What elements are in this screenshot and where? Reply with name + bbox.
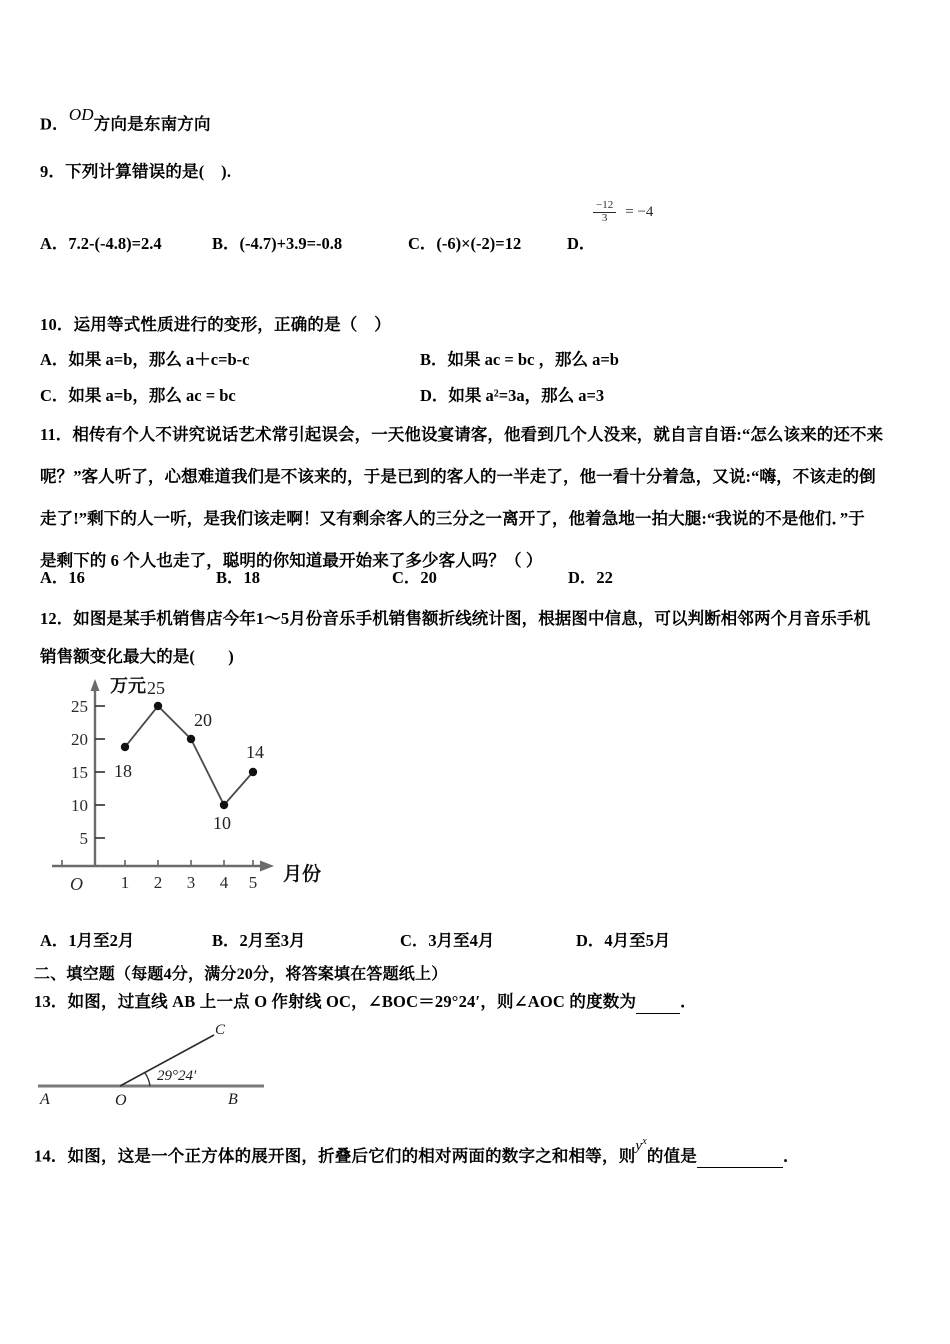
option-text: 18 [243, 568, 261, 587]
option-text: 如果 a=b，那么 a＋c=b-c [68, 350, 250, 369]
question-9-option-b [212, 230, 342, 254]
option-label: A． [40, 350, 69, 369]
option-label: D． [568, 568, 597, 587]
answer-blank-14[interactable] [697, 1153, 783, 1168]
point-label-b: B [228, 1091, 238, 1108]
x-axis-arrow [260, 861, 274, 872]
option-label: C． [40, 386, 69, 405]
question-9-stem: 9．下列计算错误的是( ). [40, 162, 232, 181]
option-text: 4月至5月 [604, 931, 671, 950]
option-label: A． [40, 234, 69, 253]
option-text: 16 [68, 568, 85, 587]
question-11-option-b [216, 564, 260, 588]
question-14-stem [34, 1136, 800, 1168]
option-label: D． [40, 114, 69, 134]
option-text: 2月至3月 [239, 931, 306, 950]
y-tick-label-25: 25 [71, 697, 88, 716]
option-text: 22 [596, 568, 613, 587]
x-exponent: x [642, 1136, 647, 1147]
option-text: 如果 ac = bc ，那么 a=b [447, 350, 619, 369]
origin-label: O [70, 874, 83, 894]
question-11-stem [40, 414, 920, 582]
angle-diagram [32, 1022, 292, 1112]
y-tick-label-20: 20 [71, 730, 88, 749]
y-axis-title: 万元 [110, 676, 146, 697]
question-9-option-c [408, 230, 521, 254]
answer-blank-13[interactable] [636, 999, 680, 1014]
question-11-line-4: 是剩下的 6 个人也走了，聪明的你知道最开始来了多少客人吗？（ ） [40, 551, 543, 570]
question-12-line-2: 销售额变化最大的是( ) [40, 647, 234, 666]
angle-arc [145, 1073, 150, 1086]
option-label: C． [400, 931, 429, 950]
y-tick-label-15: 15 [71, 763, 88, 782]
fraction [593, 200, 616, 224]
y-axis-ticks [95, 706, 105, 838]
angle-diagram-svg [32, 1022, 292, 1112]
line-chart-svg [40, 666, 360, 916]
question-12-option-d [576, 927, 670, 951]
fraction-numerator: −12 [593, 200, 616, 213]
od-symbol: OD [68, 105, 94, 124]
question-11-line-1: 11．相传有个人不讲究说话艺术常引起误会，一天他设宴请客，他看到几个人没来，就自言自语:“怎么该来的还不来 [40, 425, 884, 444]
x-tick-label-2: 2 [153, 873, 163, 892]
question-11-option-c [392, 564, 437, 588]
y-axis-arrow [91, 679, 100, 691]
question-9-option-a [40, 230, 162, 254]
question-12-option-a [40, 927, 134, 951]
x-tick-label-5: 5 [248, 873, 258, 892]
option-text: 如果 a²=3a，那么 a=3 [448, 386, 605, 405]
option-text: 20 [420, 568, 437, 587]
question-13-stem [34, 990, 697, 1014]
data-point-4 [220, 801, 228, 809]
question-11-line-2: 呢？”客人听了，心想难道我们是不该来的，于是已到的客人的一半走了，他一看十分着急，又说:“嗨，不该走的倒 [40, 467, 876, 486]
x-tick-label-1: 1 [120, 873, 130, 892]
question-10-stem: 10．运用等式性质进行的变形，正确的是（ ） [40, 315, 391, 334]
option-label: B． [216, 568, 244, 587]
x-tick-label-4: 4 [219, 873, 229, 892]
line-chart-sales [40, 666, 360, 916]
data-label-4: 10 [213, 813, 231, 833]
angle-value-label: 29°24′ [157, 1068, 197, 1084]
option-label: A． [40, 931, 69, 950]
data-label-2: 25 [147, 678, 165, 698]
option-text: (-4.7)+3.9=-0.8 [239, 234, 343, 253]
fraction-denominator: 3 [601, 211, 608, 224]
question-12-line-1: 12．如图是某手机销售店今年1～5月份音乐手机销售额折线统计图，根据图中信息，可以判断相邻两个月音乐手机 [40, 609, 871, 628]
question-13-text-end: ． [680, 992, 697, 1011]
question-9-option-d [567, 230, 595, 254]
option-label: D． [576, 931, 605, 950]
option-label: A． [40, 568, 69, 587]
question-10-options [40, 346, 920, 406]
data-label-5: 14 [246, 742, 264, 762]
data-markers [121, 702, 257, 809]
option-label: D． [567, 234, 596, 253]
x-tick-labels [121, 873, 258, 892]
data-point-3 [187, 735, 195, 743]
option-text: 1月至2月 [68, 931, 135, 950]
point-label-o: O [115, 1092, 127, 1109]
option-label: C． [408, 234, 437, 253]
question-11-option-a [40, 564, 85, 588]
question-14-text: 14．如图，这是一个正方体的展开图，折叠后它们的相对两面的数字之和相等，则 [34, 1146, 636, 1166]
option-text: (-6)×(-2)=12 [436, 234, 522, 253]
question-10-option-d [420, 382, 604, 406]
question-12-option-c [400, 927, 494, 951]
option-text: 3月至4月 [428, 931, 495, 950]
option-label: B． [420, 350, 448, 369]
data-point-5 [249, 768, 257, 776]
y-tick-label-10: 10 [71, 796, 88, 815]
question-11-line-3: 走了!”剩下的人一听，是我们该走啊！又有剩余客人的三分之一离开了，他着急地一拍大腿:“我说的不是他们．”于 [40, 509, 865, 528]
question-10-option-a [40, 346, 249, 370]
data-point-2 [154, 702, 162, 710]
data-line [125, 706, 253, 805]
data-label-1: 18 [114, 761, 132, 781]
question-12-stem [40, 600, 930, 676]
option-text: 如果 a=b，那么 ac = bc [68, 386, 236, 405]
question-13-text: 13．如图，过直线 AB 上一点 O 作射线 OC，∠BOC＝29°24′，则∠AOC 的度数为 [34, 992, 637, 1011]
option-label: B． [212, 234, 240, 253]
question-9-option-d-formula [593, 200, 653, 224]
point-label-c: C [215, 1022, 226, 1038]
option-label: C． [392, 568, 421, 587]
data-label-3: 20 [194, 710, 212, 730]
question-10-option-c [40, 382, 236, 406]
fraction-equals: = −4 [625, 203, 654, 220]
y-variable [635, 1135, 647, 1158]
question-12-option-b [212, 927, 306, 951]
question-10-option-b [420, 346, 619, 370]
x-axis-title: 月份 [283, 863, 322, 885]
option-text: 方向是东南方向 [93, 114, 211, 134]
option-text: 7.2-(-4.8)=2.4 [68, 234, 162, 253]
y-base: y [635, 1138, 643, 1154]
data-point-1 [121, 743, 129, 751]
question-11-option-d [568, 564, 613, 588]
question-14-text-end: ． [783, 1146, 800, 1166]
data-point-labels [114, 678, 264, 833]
section-2-heading: 二、填空题（每题4分，满分20分，将答案填在答题纸上） [34, 966, 448, 983]
point-label-a: A [40, 1091, 50, 1108]
option-label: D． [420, 386, 449, 405]
question-8-option-d [40, 106, 211, 136]
y-tick-labels [71, 697, 88, 848]
y-tick-label-5: 5 [79, 829, 88, 848]
option-label: B． [212, 931, 240, 950]
question-14-text-mid: 的值是 [646, 1146, 698, 1166]
x-tick-label-3: 3 [186, 873, 196, 892]
